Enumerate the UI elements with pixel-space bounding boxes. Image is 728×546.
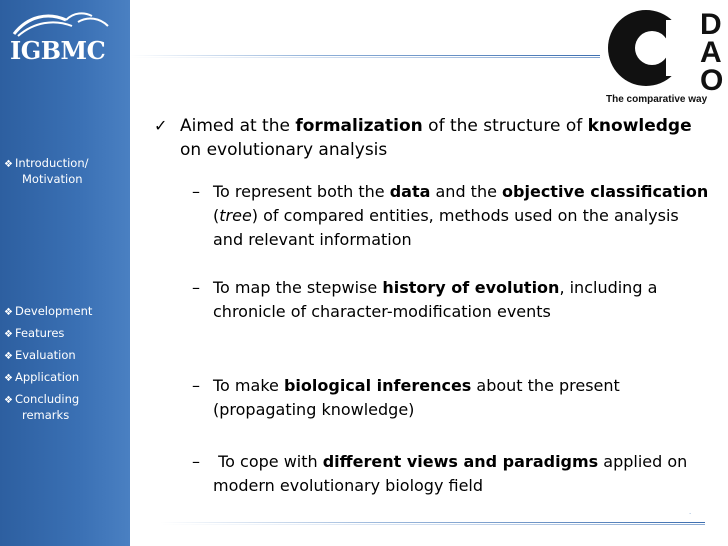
header-divider-secondary	[130, 57, 600, 58]
dash-bullet: –	[192, 278, 200, 297]
cdao-tagline: The comparative way	[606, 94, 708, 105]
nav-label-continued: Motivation	[22, 172, 83, 186]
nav-label: Evaluation	[14, 348, 76, 362]
text-run: applied on modern evolutionary biology field	[213, 452, 688, 495]
diamond-bullet-icon: ❖	[4, 307, 13, 318]
nav-label: Development	[14, 304, 93, 318]
sub-bullet	[192, 276, 712, 324]
sub-bullet-text	[192, 276, 712, 324]
text-run: To make	[213, 376, 284, 395]
cdao-letter-a: A	[700, 36, 722, 69]
nav-label: Features	[14, 326, 65, 340]
page-marker: ·	[689, 510, 692, 518]
header-divider	[130, 55, 600, 56]
italic-run: tree	[219, 206, 252, 225]
bold-run: history of evolution	[382, 278, 560, 297]
main-bullet	[154, 114, 694, 162]
checkmark-icon: ✓	[154, 116, 168, 135]
text-run: Aimed at the	[180, 116, 296, 136]
text-run: (	[213, 206, 220, 225]
footer-divider	[160, 522, 705, 523]
diamond-bullet-icon: ❖	[4, 373, 13, 384]
sub-bullet	[192, 180, 712, 252]
dash-bullet: –	[192, 182, 200, 201]
text-run: ) of compared entities, methods used on the analysis and relevant information	[213, 206, 679, 249]
diamond-bullet-icon: ❖	[4, 329, 13, 340]
bold-run: formalization	[295, 116, 423, 136]
sub-bullet	[192, 374, 712, 422]
bold-run: data	[389, 182, 431, 201]
nav-item-evaluation[interactable]	[4, 348, 76, 364]
text-run: and the	[430, 182, 503, 201]
footer-divider-secondary	[160, 524, 705, 525]
cdao-logo-c-icon	[600, 2, 728, 94]
igbmc-logo-text: IGBMC	[10, 36, 106, 65]
nav-label: Concluding	[14, 392, 80, 406]
dash-bullet: –	[192, 452, 200, 471]
bold-run: objective classification	[502, 182, 709, 201]
text-run: about the present (propagating knowledge)	[213, 376, 620, 419]
text-run: , including a chronicle of character-modification events	[213, 278, 658, 321]
main-bullet-text	[154, 114, 694, 162]
dash-bullet: –	[192, 376, 200, 395]
cdao-letter-d: D	[700, 8, 722, 41]
diamond-bullet-icon: ❖	[4, 351, 13, 362]
text-run: of the structure of	[422, 116, 588, 136]
text-run: To map the stepwise	[213, 278, 383, 297]
bold-run: biological inferences	[283, 376, 472, 395]
nav-item-introduction[interactable]	[4, 156, 88, 187]
nav-label: Introduction/	[14, 156, 89, 170]
sub-bullet-text	[192, 450, 712, 498]
sub-bullet	[192, 450, 712, 498]
nav-label: Application	[14, 370, 80, 384]
bold-run: different views and paradigms	[322, 452, 599, 471]
nav-item-development[interactable]	[4, 304, 92, 320]
text-run: To cope with	[213, 452, 323, 471]
text-run: To represent both the	[213, 182, 390, 201]
igbmc-logo	[8, 10, 114, 70]
diamond-bullet-icon: ❖	[4, 159, 13, 170]
bold-run: knowledge	[587, 116, 692, 136]
nav-item-concluding-remarks[interactable]	[4, 392, 79, 423]
nav-item-application[interactable]	[4, 370, 79, 386]
cdao-letter-o: O	[700, 64, 724, 94]
sub-bullet-text	[192, 374, 712, 422]
text-run: on evolutionary analysis	[180, 140, 388, 160]
diamond-bullet-icon: ❖	[4, 395, 13, 406]
sidebar	[0, 0, 130, 546]
sub-bullet-text	[192, 180, 712, 252]
nav-label-continued: remarks	[22, 408, 70, 422]
nav-item-features[interactable]	[4, 326, 64, 342]
